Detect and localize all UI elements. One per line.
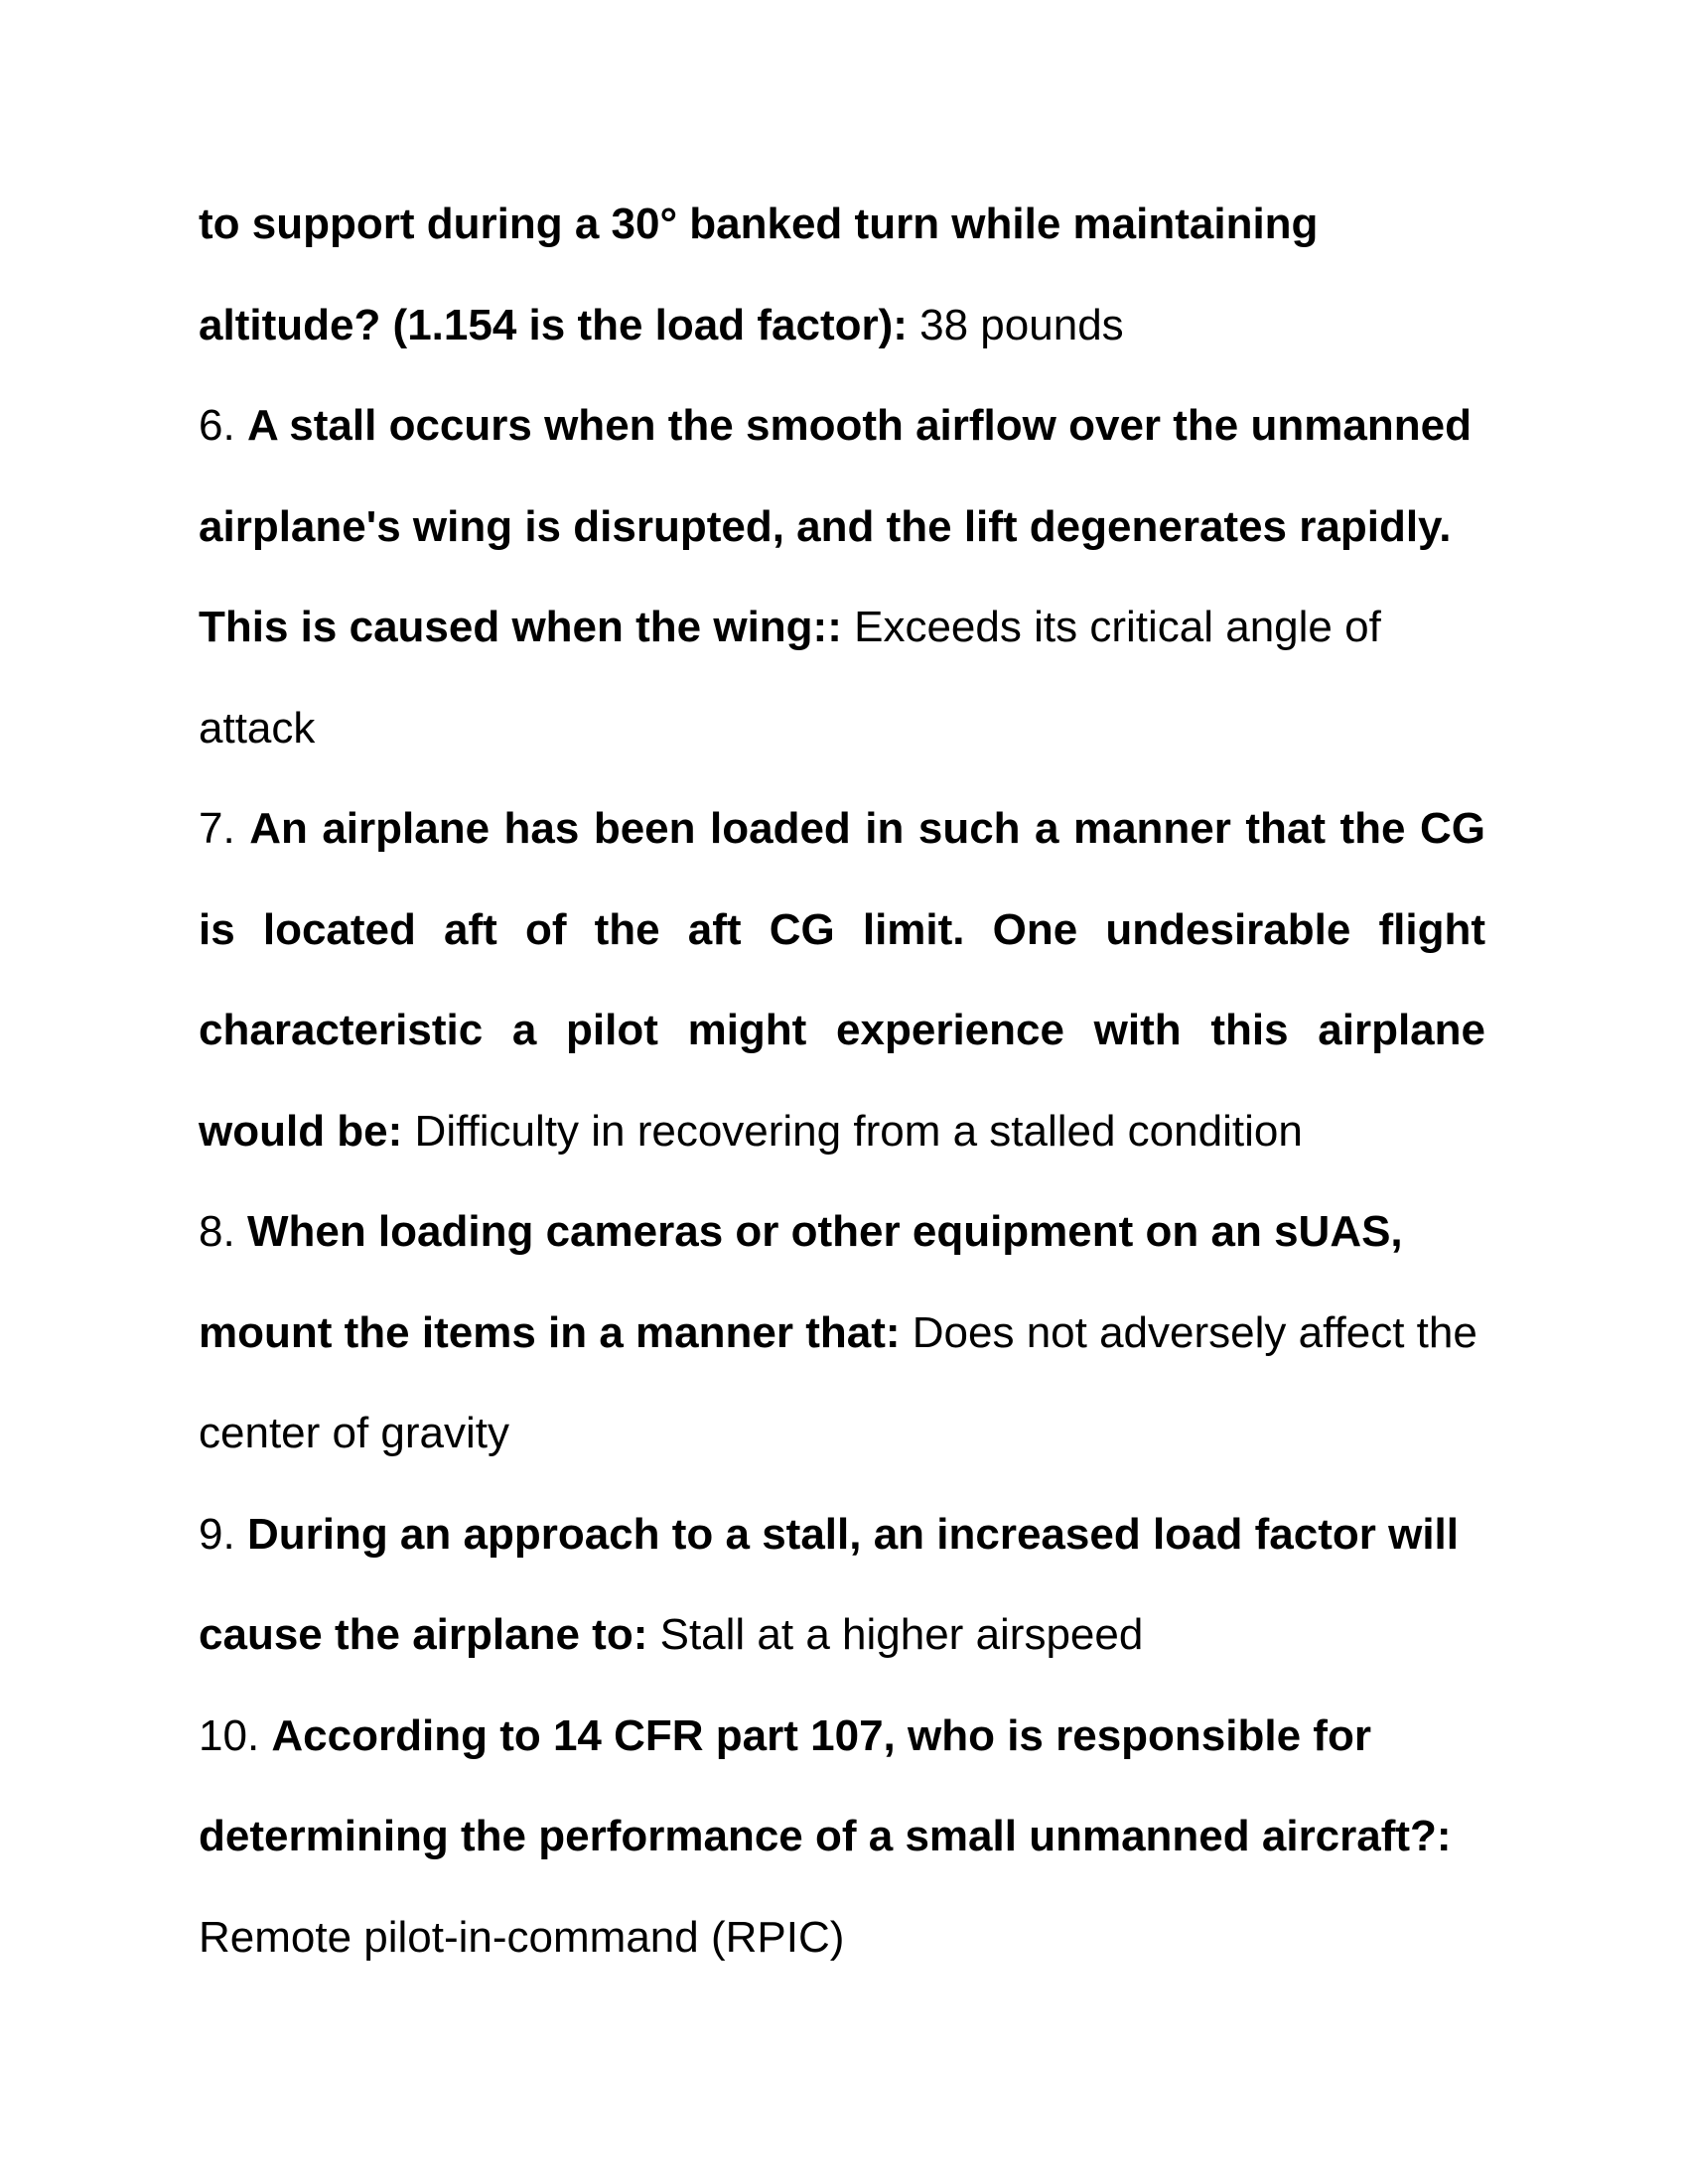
answer-text: Remote pilot-in-command (RPIC) [199,1912,845,1962]
qa-item-6 [199,375,1485,778]
question-number: 10. [199,1710,260,1760]
question-number: 8. [199,1207,235,1256]
qa-item-10 [199,1686,1485,1988]
question-text: to support during a 30° banked turn while maintaining altitude? (1.154 is the load factor): [199,200,1319,349]
question-text: According to 14 CFR part 107, who is responsible for determining the performance of a small unmanned aircraft?: [199,1710,1452,1860]
document-page [199,174,1485,1987]
question-number: 7. [199,804,235,853]
question-number: 9. [199,1509,235,1559]
question-text: When loading cameras or other equipment on an sUAS, mount the items in a manner that: [199,1207,1403,1357]
question-number: 6. [199,401,235,450]
qa-item-8 [199,1181,1485,1484]
answer-text: 38 pounds [919,300,1124,349]
answer-text: Difficulty in recovering from a stalled condition [414,1106,1303,1156]
question-text: An airplane has been loaded in such a manner that the CG is located aft of the aft CG limit. One undesirable flight characteristic a pilot might experience with this airplane would be: [199,804,1485,1156]
answer-text: Stall at a higher airspeed [659,1610,1144,1659]
question-text: During an approach to a stall, an increased load factor will cause the airplane to: [199,1509,1459,1659]
question-text: A stall occurs when the smooth airflow over the unmanned airplane's wing is disrupted, and the lift degenerates rapidly. This is caused when the wing:: [199,401,1472,651]
answer-text: Does not adversely affect the center of gravity [199,1307,1477,1457]
qa-item-9 [199,1484,1485,1686]
answer-text: Exceeds its critical angle of attack [199,603,1381,752]
qa-item-7 [199,778,1485,1181]
qa-item-continued [199,174,1485,375]
